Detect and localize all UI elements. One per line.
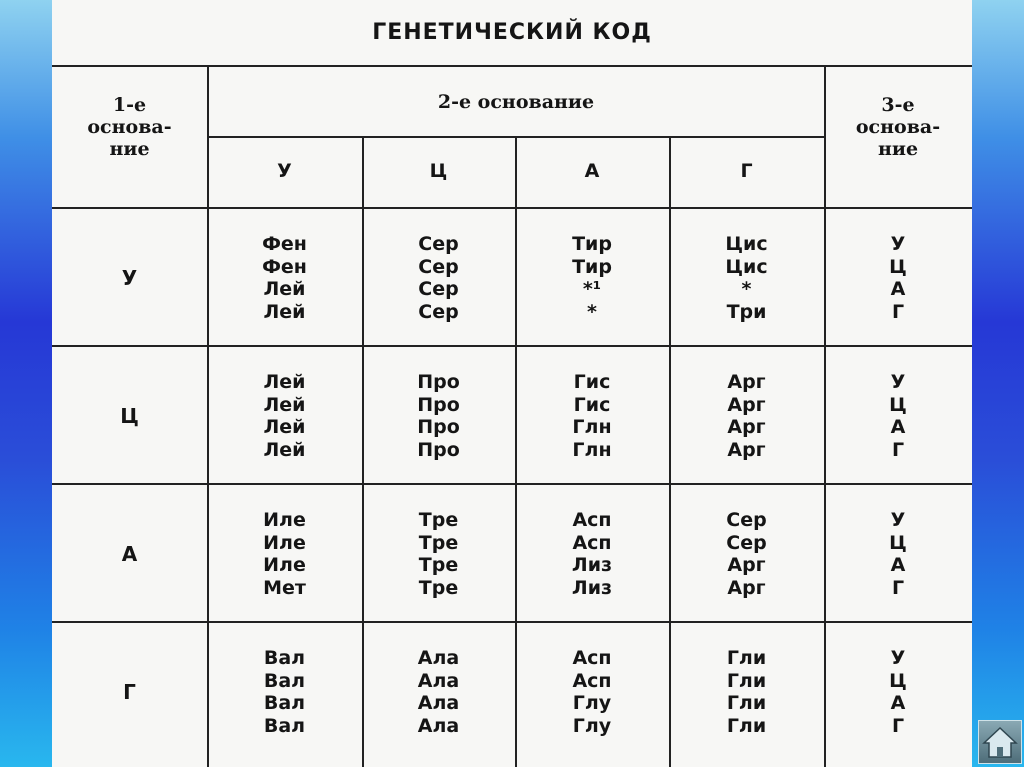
genetic-code-table xyxy=(52,0,972,767)
codon-cell-ac: Тре Тре Тре Тре xyxy=(418,509,459,599)
row-divider-2 xyxy=(52,483,972,485)
first-base-header: 1-е основа- ние xyxy=(87,94,172,160)
codon-cell-uc: Сер Сер Сер Сер xyxy=(418,233,459,323)
first-base-c: Ц xyxy=(120,404,139,428)
row-divider-3 xyxy=(52,621,972,623)
first-base-a: А xyxy=(121,542,138,566)
codon-cell-ag: Сер Сер Арг Арг xyxy=(726,509,767,599)
codon-cell-ca: Гис Гис Глн Глн xyxy=(572,371,612,461)
codon-cell-ug: Цис Цис * Три xyxy=(725,233,768,323)
home-icon xyxy=(979,721,1021,763)
first-base-u: У xyxy=(121,266,138,290)
second-base-header: 2-е основание xyxy=(437,91,595,113)
left-frame xyxy=(0,0,52,767)
codon-cell-au: Иле Иле Иле Мет xyxy=(263,509,306,599)
second-base-c: Ц xyxy=(429,160,448,182)
second-base-g: Г xyxy=(740,160,753,182)
codon-cell-gu: Вал Вал Вал Вал xyxy=(263,647,306,737)
codon-cell-cg: Арг Арг Арг Арг xyxy=(727,371,766,461)
codon-cell-cc: Про Про Про Про xyxy=(417,371,460,461)
third-base-col-row-c: У Ц А Г xyxy=(889,371,907,461)
header-bottom-line xyxy=(52,207,972,209)
third-base-col-row-g: У Ц А Г xyxy=(889,647,907,737)
codon-cell-uu: Фен Фен Лей Лей xyxy=(262,233,307,323)
row-divider-1 xyxy=(52,345,972,347)
home-button[interactable] xyxy=(978,720,1022,764)
codon-cell-ua: Тир Тир *¹ * xyxy=(572,233,612,323)
codon-cell-gg: Гли Гли Гли Гли xyxy=(726,647,767,737)
first-base-g: Г xyxy=(123,680,136,704)
codon-cell-cu: Лей Лей Лей Лей xyxy=(263,371,306,461)
second-base-u: У xyxy=(277,160,292,182)
top-border xyxy=(52,65,972,67)
second-base-a: А xyxy=(584,160,600,182)
right-frame xyxy=(972,0,1024,767)
codon-cell-aa: Асп Асп Лиз Лиз xyxy=(571,509,613,599)
codon-cell-ga: Асп Асп Глу Глу xyxy=(572,647,612,737)
third-base-col-row-a: У Ц А Г xyxy=(889,509,907,599)
codon-cell-gc: Ала Ала Ала Ала xyxy=(417,647,460,737)
page-title: ГЕНЕТИЧЕСКИЙ КОД xyxy=(372,20,652,45)
third-base-header: 3-е основа- ние xyxy=(855,94,941,160)
third-base-col-row-u: У Ц А Г xyxy=(889,233,907,323)
